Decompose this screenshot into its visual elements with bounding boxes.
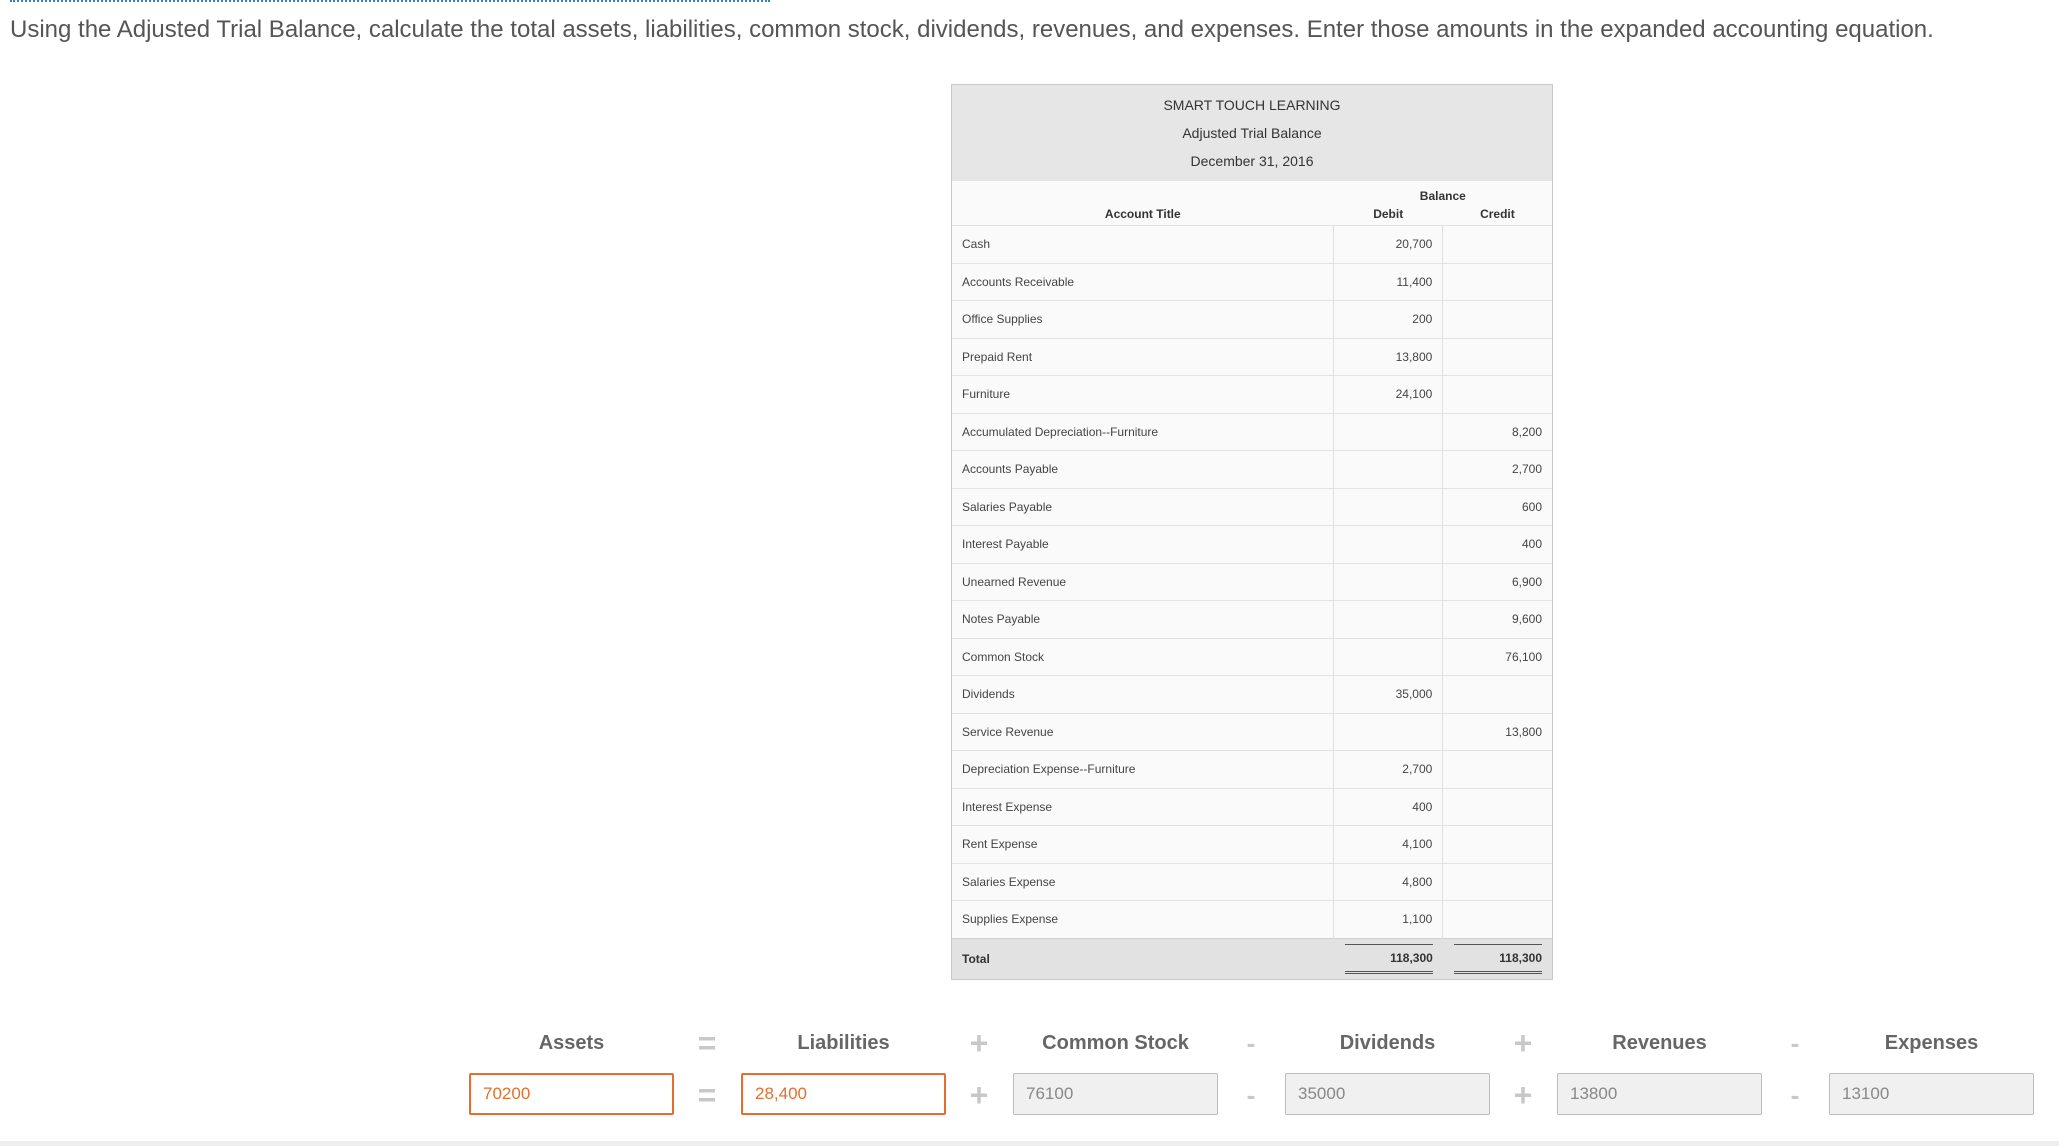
header-spacer xyxy=(952,181,1334,203)
account-title-cell: Unearned Revenue xyxy=(952,563,1334,601)
table-row xyxy=(952,563,1552,601)
equation-inputs xyxy=(469,1073,2034,1117)
trial-balance-header xyxy=(952,85,1552,181)
credit-cell: 9,600 xyxy=(1443,601,1552,639)
credit-cell: 400 xyxy=(1443,526,1552,564)
table-row xyxy=(952,301,1552,339)
account-title-cell: Rent Expense xyxy=(952,826,1334,864)
debit-header: Debit xyxy=(1373,207,1404,221)
minus-operator: - xyxy=(1790,1028,1800,1058)
debit-cell xyxy=(1334,488,1443,526)
equation-labels xyxy=(469,1027,2034,1059)
table-row xyxy=(952,226,1552,264)
account-title-cell: Prepaid Rent xyxy=(952,338,1334,376)
table-row xyxy=(952,751,1552,789)
total-label: Total xyxy=(952,938,1334,979)
assets-input[interactable] xyxy=(469,1073,674,1115)
plus-operator: + xyxy=(1513,1025,1533,1061)
account-title-cell: Accounts Receivable xyxy=(952,263,1334,301)
plus-operator: + xyxy=(969,1025,989,1061)
debit-cell xyxy=(1334,601,1443,639)
expenses-label: Expenses xyxy=(1884,1032,1979,1054)
account-title-cell: Accounts Payable xyxy=(952,451,1334,489)
table-row xyxy=(952,601,1552,639)
debit-cell: 20,700 xyxy=(1334,226,1443,264)
account-title-cell: Notes Payable xyxy=(952,601,1334,639)
credit-cell: 2,700 xyxy=(1443,451,1552,489)
debit-cell: 400 xyxy=(1334,788,1443,826)
credit-cell xyxy=(1443,263,1552,301)
plus-operator: + xyxy=(1513,1077,1533,1113)
debit-cell xyxy=(1334,638,1443,676)
statement-date: December 31, 2016 xyxy=(1190,153,1314,169)
table-row xyxy=(952,863,1552,901)
credit-cell: 6,900 xyxy=(1443,563,1552,601)
account-title-cell: Dividends xyxy=(952,676,1334,714)
credit-cell xyxy=(1443,676,1552,714)
table-row xyxy=(952,713,1552,751)
table-row xyxy=(952,676,1552,714)
account-title-cell: Office Supplies xyxy=(952,301,1334,339)
table-row xyxy=(952,338,1552,376)
total-credit: 118,300 xyxy=(1454,944,1542,974)
debit-cell xyxy=(1334,451,1443,489)
minus-operator: - xyxy=(1246,1080,1256,1110)
debit-cell: 200 xyxy=(1334,301,1443,339)
liabilities-label: Liabilities xyxy=(797,1032,890,1054)
credit-cell xyxy=(1443,901,1552,939)
debit-cell: 13,800 xyxy=(1334,338,1443,376)
revenues-input[interactable] xyxy=(1557,1073,1762,1115)
dividends-input[interactable] xyxy=(1285,1073,1490,1115)
debit-cell xyxy=(1334,413,1443,451)
common-stock-label: Common Stock xyxy=(1042,1032,1189,1054)
truncated-link-line xyxy=(10,0,770,4)
table-row xyxy=(952,376,1552,414)
credit-cell: 8,200 xyxy=(1443,413,1552,451)
debit-cell: 2,700 xyxy=(1334,751,1443,789)
account-title-cell: Cash xyxy=(952,226,1334,264)
debit-cell: 4,800 xyxy=(1334,863,1443,901)
credit-cell: 13,800 xyxy=(1443,713,1552,751)
credit-cell: 600 xyxy=(1443,488,1552,526)
table-row xyxy=(952,263,1552,301)
company-name: SMART TOUCH LEARNING xyxy=(1163,97,1341,113)
balance-group-header: Balance xyxy=(1419,189,1466,203)
debit-cell: 24,100 xyxy=(1334,376,1443,414)
credit-cell xyxy=(1443,751,1552,789)
statement-title: Adjusted Trial Balance xyxy=(1182,125,1322,141)
table-row xyxy=(952,638,1552,676)
debit-cell xyxy=(1334,526,1443,564)
minus-operator: - xyxy=(1246,1028,1256,1058)
common-stock-input[interactable] xyxy=(1013,1073,1218,1115)
total-row xyxy=(952,938,1552,979)
expenses-input[interactable] xyxy=(1829,1073,2034,1115)
debit-cell: 35,000 xyxy=(1334,676,1443,714)
account-title-cell: Salaries Payable xyxy=(952,488,1334,526)
account-title-cell: Interest Payable xyxy=(952,526,1334,564)
assets-label: Assets xyxy=(538,1032,605,1054)
total-debit: 118,300 xyxy=(1345,944,1433,974)
debit-cell: 11,400 xyxy=(1334,263,1443,301)
table-row xyxy=(952,901,1552,939)
debit-cell xyxy=(1334,563,1443,601)
debit-cell: 4,100 xyxy=(1334,826,1443,864)
equals-operator: = xyxy=(697,1025,717,1061)
credit-cell xyxy=(1443,376,1552,414)
account-title-header: Account Title xyxy=(1104,207,1181,221)
table-row xyxy=(952,826,1552,864)
equals-operator: = xyxy=(697,1077,717,1113)
table-row xyxy=(952,413,1552,451)
account-title-cell: Salaries Expense xyxy=(952,863,1334,901)
adjusted-trial-balance xyxy=(951,84,1553,980)
credit-cell xyxy=(1443,826,1552,864)
table-row xyxy=(952,488,1552,526)
credit-header: Credit xyxy=(1480,207,1515,221)
dividends-label: Dividends xyxy=(1339,1032,1436,1054)
account-title-cell: Accumulated Depreciation--Furniture xyxy=(952,413,1334,451)
credit-cell xyxy=(1443,301,1552,339)
trial-balance-table xyxy=(952,181,1552,979)
credit-cell: 76,100 xyxy=(1443,638,1552,676)
table-row xyxy=(952,526,1552,564)
account-title-cell: Depreciation Expense--Furniture xyxy=(952,751,1334,789)
account-title-cell: Common Stock xyxy=(952,638,1334,676)
account-title-cell: Supplies Expense xyxy=(952,901,1334,939)
instructions-text: Using the Adjusted Trial Balance, calculate the total assets, liabilities, common stock, dividends, revenues, and expenses. Enter those amounts in the expanded accounting equation. xyxy=(10,16,1934,43)
plus-operator: + xyxy=(969,1077,989,1113)
revenues-label: Revenues xyxy=(1612,1032,1707,1054)
account-title-cell: Furniture xyxy=(952,376,1334,414)
liabilities-input[interactable] xyxy=(741,1073,946,1115)
minus-operator: - xyxy=(1790,1080,1800,1110)
debit-cell: 1,100 xyxy=(1334,901,1443,939)
account-title-cell: Interest Expense xyxy=(952,788,1334,826)
debit-cell xyxy=(1334,713,1443,751)
credit-cell xyxy=(1443,226,1552,264)
table-row xyxy=(952,451,1552,489)
bottom-divider xyxy=(0,1141,2059,1146)
table-row xyxy=(952,788,1552,826)
account-title-cell: Service Revenue xyxy=(952,713,1334,751)
credit-cell xyxy=(1443,338,1552,376)
credit-cell xyxy=(1443,788,1552,826)
credit-cell xyxy=(1443,863,1552,901)
